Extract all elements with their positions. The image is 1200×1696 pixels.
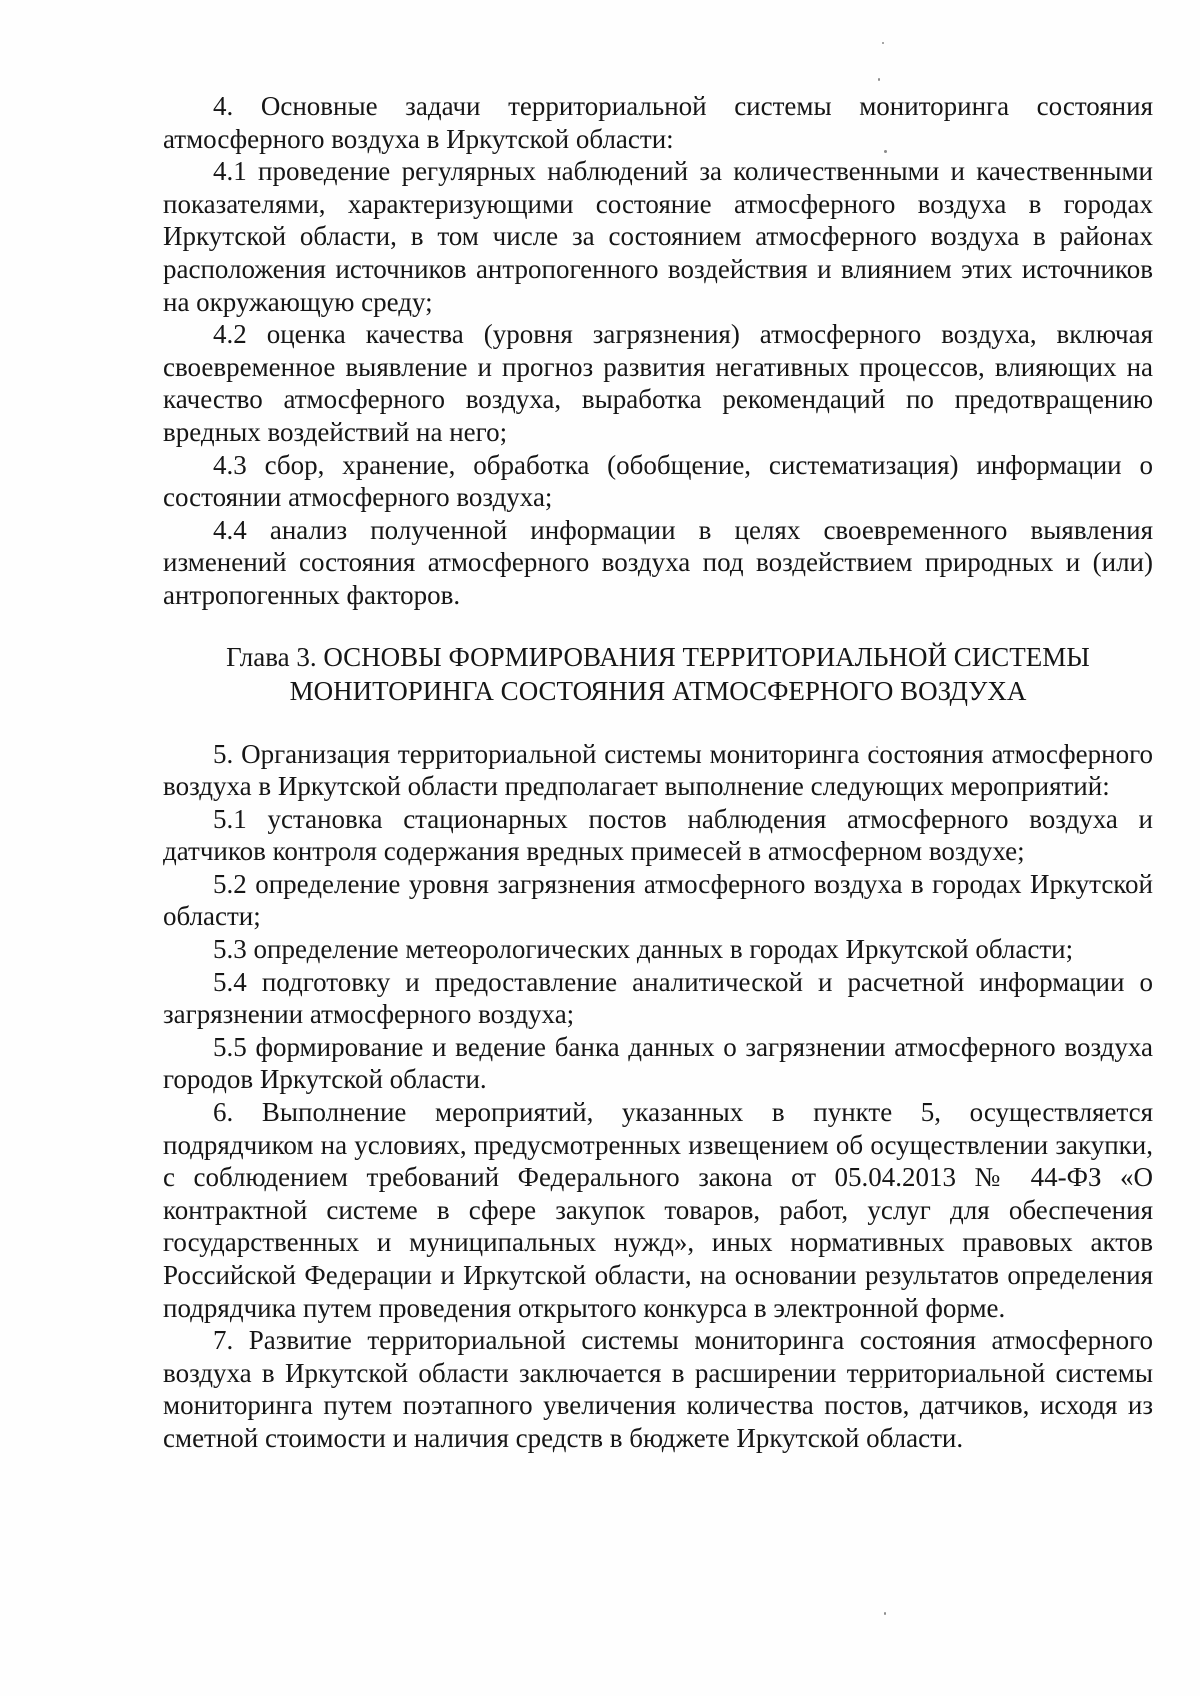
paragraph-4-2: 4.2 оценка качества (уровня загрязнения) атмосферного воздуха, включая своевременное выявление и прогноз развития негативных процессов, влияющих на качество атмосферного воздуха, выработка рекомендаций по предотвращению вредных воздействий на него; xyxy=(163,319,1153,447)
paragraph-5: 5. Организация территориальной системы мониторинга состояния атмосферного воздуха в Иркутской области предполагает выполнение следующих мероприятий: xyxy=(163,738,1153,802)
paragraph-5-5: 5.5 формирование и ведение банка данных о загрязнении атмосферного воздуха городов Иркутской области. xyxy=(163,1031,1153,1095)
paragraph-4-4: 4.4 анализ полученной информации в целях своевременного выявления изменений состояния атмосферного воздуха под воздействием природных и (или) антропогенных факторов. xyxy=(163,514,1153,610)
scan-speck xyxy=(878,78,880,81)
document-body xyxy=(163,90,1153,1455)
paragraph-6: 6. Выполнение мероприятий, указанных в пункте 5, осуществляется подрядчиком на условиях, предусмотренных извещением об осуществлении закупки, с соблюдением требований Федерального закона от 05.04.2013 № 44-ФЗ «О контрактной системе в сфере закупок товаров, работ, услуг для обеспечения государственных и муниципальных нужд», иных нормативных правовых актов Российской Федерации и Иркутской области, на основании результатов определения подрядчика путем проведения открытого конкурса в электронной форме. xyxy=(163,1097,1153,1323)
paragraph-4-3: 4.3 сбор, хранение, обработка (обобщение, систематизация) информации о состоянии атмосферного воздуха; xyxy=(163,449,1153,513)
paragraph-4: 4. Основные задачи территориальной системы мониторинга состояния атмосферного воздуха в Иркутской области: xyxy=(163,91,1153,154)
paragraph-4-1: 4.1 проведение регулярных наблюдений за количественными и качественными показателями, характеризующими состояние атмосферного воздуха в городах Иркутской области, в том числе за состоянием атмосферного воздуха в районах расположения источников антропогенного воздействия и влиянием этих источников на окружающую среду; xyxy=(163,156,1153,317)
paragraph-5-1: 5.1 установка стационарных постов наблюдения атмосферного воздуха и датчиков контроля содержания вредных примесей в атмосферном воздухе; xyxy=(163,803,1153,867)
paragraph-5-4: 5.4 подготовку и предоставление аналитической и расчетной информации о загрязнении атмосферного воздуха; xyxy=(163,966,1153,1030)
paragraph-5-3: 5.3 определение метеорологических данных в городах Иркутской области; xyxy=(213,934,1074,965)
chapter-heading-line-1: Глава 3. ОСНОВЫ ФОРМИРОВАНИЯ ТЕРРИТОРИАЛЬНОЙ СИСТЕМЫ xyxy=(226,641,1090,672)
paragraph-7: 7. Развитие территориальной системы мониторинга состояния атмосферного воздуха в Иркутской области заключается в расширении территориальной системы мониторинга путем поэтапного увеличения количества постов, датчиков, исходя из сметной стоимости и наличия средств в бюджете Иркутской области. xyxy=(163,1325,1153,1453)
scan-speck xyxy=(882,42,884,44)
scan-speck xyxy=(884,1612,886,1615)
paragraph-5-2: 5.2 определение уровня загрязнения атмосферного воздуха в городах Иркутской области; xyxy=(163,868,1153,932)
chapter-heading xyxy=(163,612,1153,738)
chapter-heading-line-2: МОНИТОРИНГА СОСТОЯНИЯ АТМОСФЕРНОГО ВОЗДУХА xyxy=(289,675,1027,706)
